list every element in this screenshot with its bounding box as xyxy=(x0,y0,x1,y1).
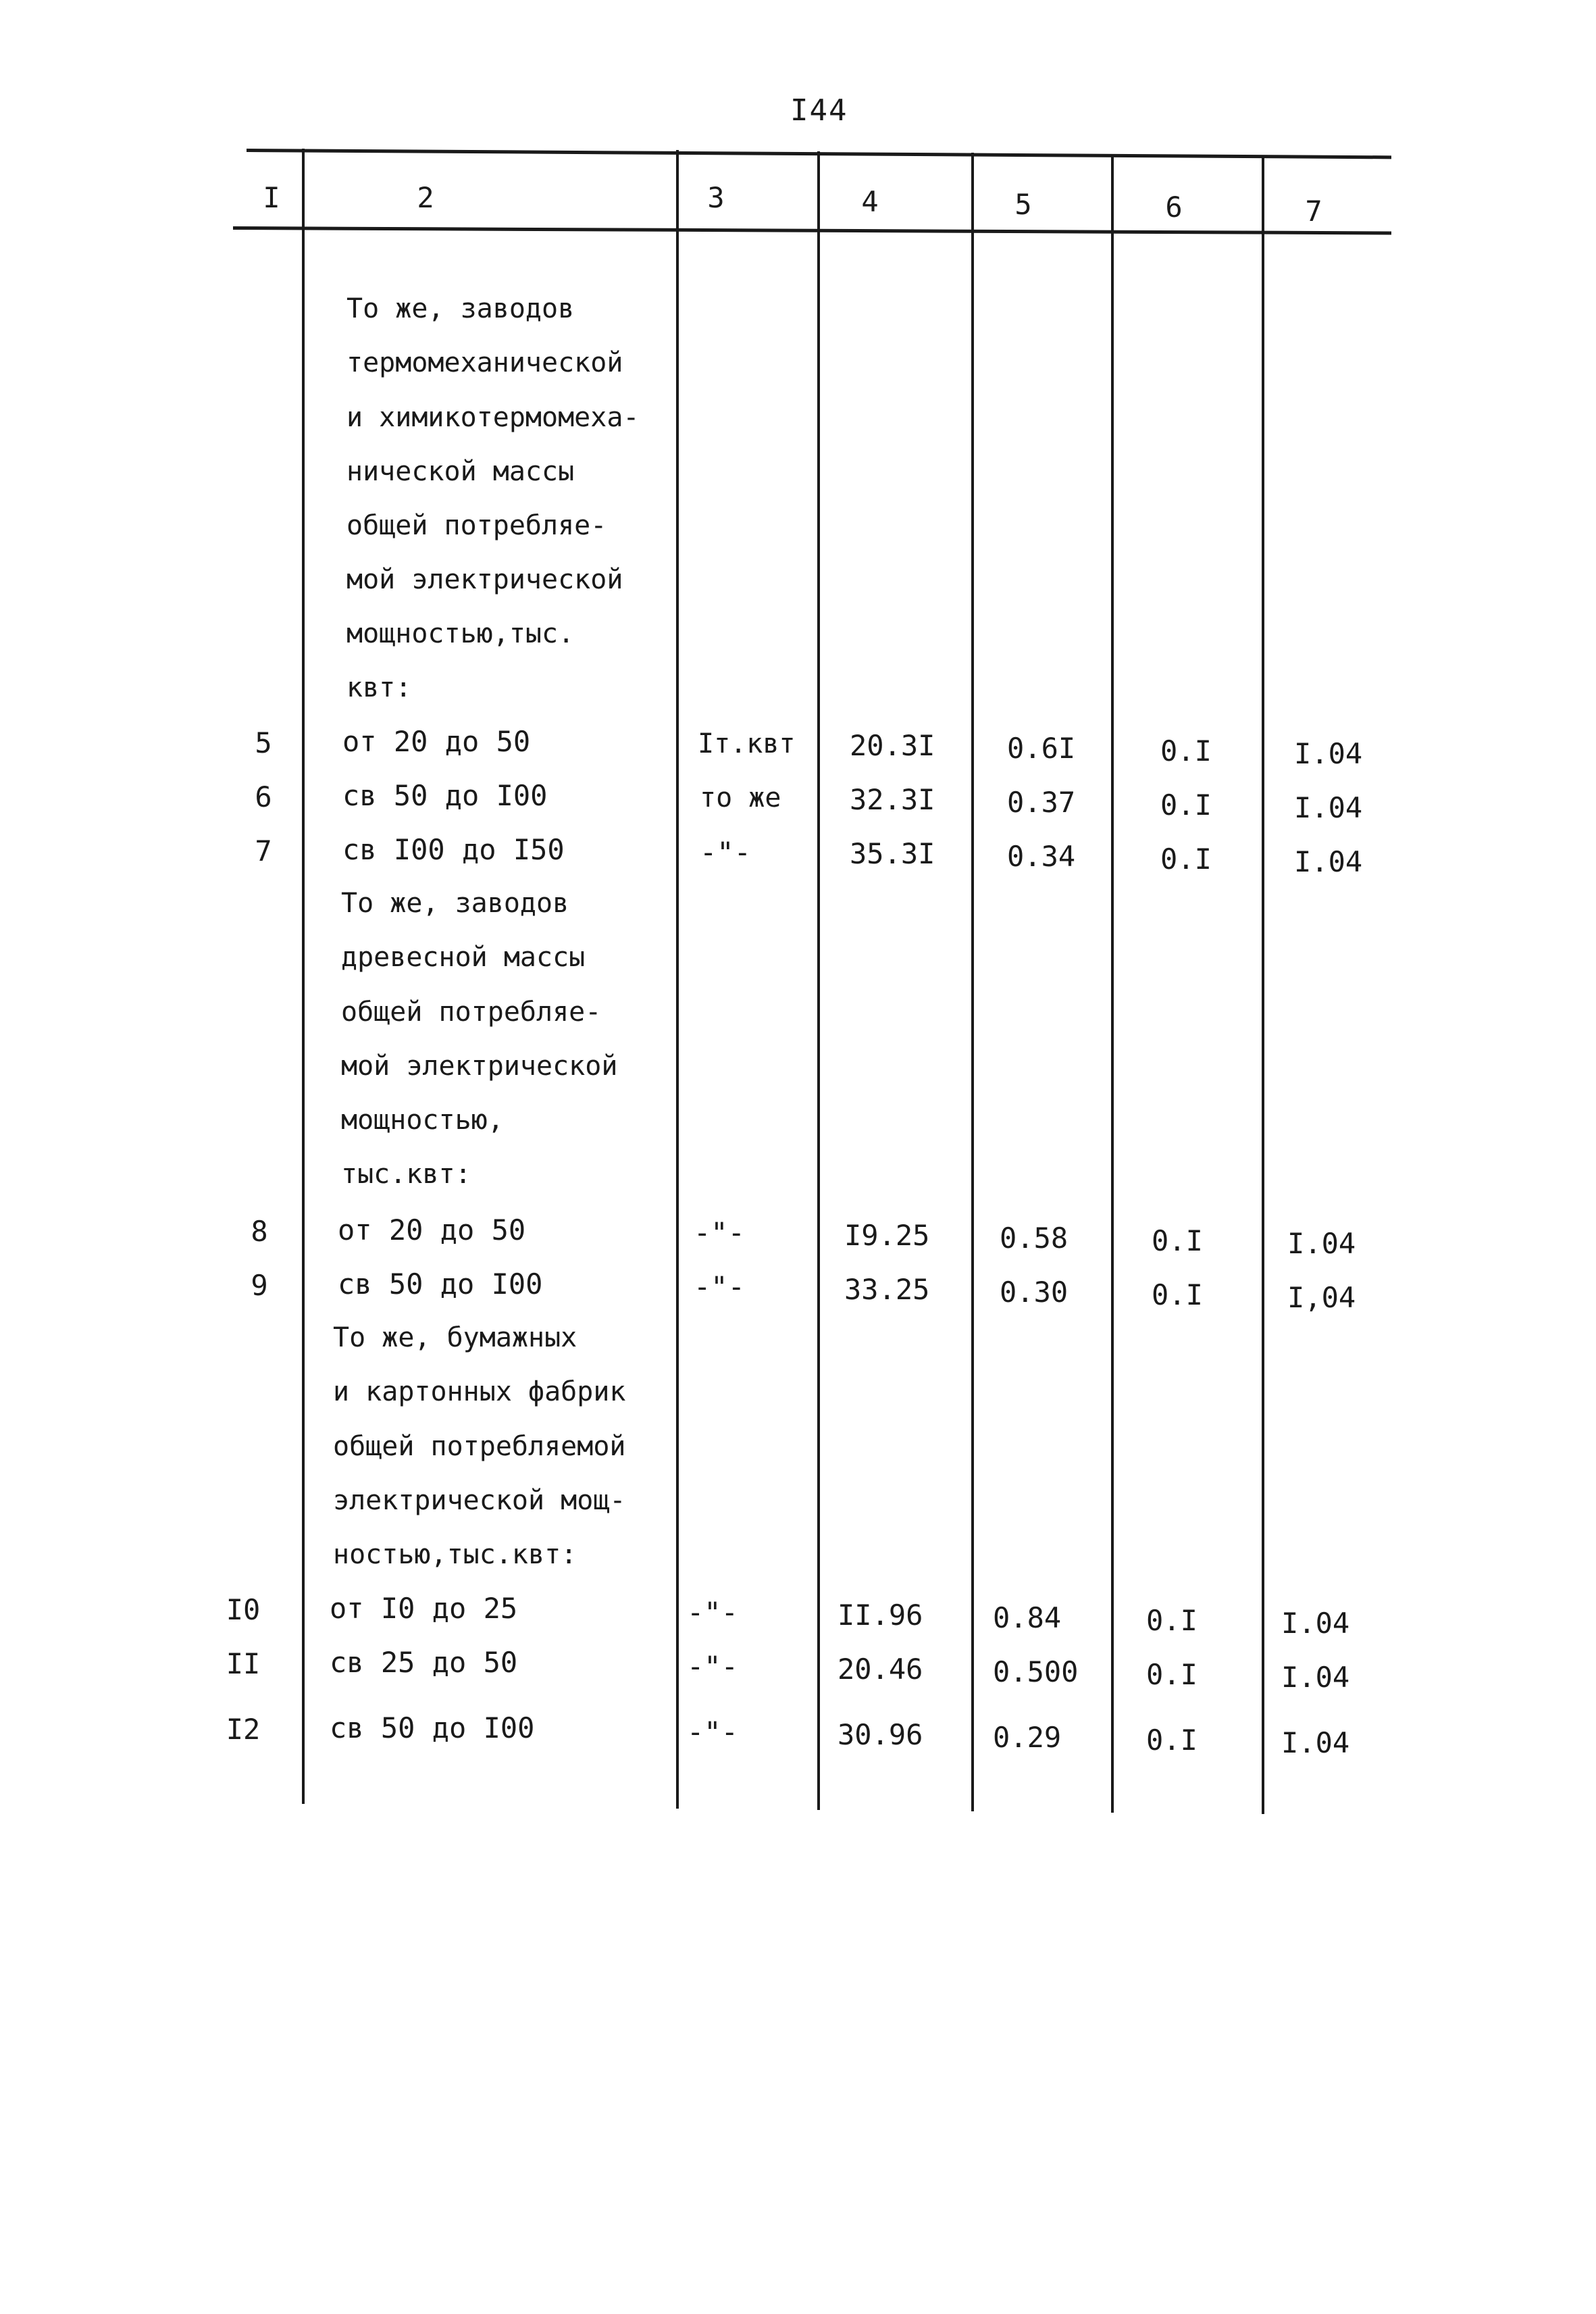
row-range: от 20 до 50 xyxy=(338,1213,526,1247)
row-unit: -"- xyxy=(687,1596,738,1629)
group-description-line: термомеханической xyxy=(346,347,623,378)
row-unit: -"- xyxy=(687,1650,738,1683)
row-col7: I,04 xyxy=(1287,1281,1356,1314)
column-divider xyxy=(1111,154,1114,1813)
row-col7: I.04 xyxy=(1281,1607,1350,1640)
row-col4: 20.3I xyxy=(850,729,935,762)
row-col4: II.96 xyxy=(838,1599,923,1632)
table-header-rule xyxy=(233,226,1391,234)
row-range: от I0 до 25 xyxy=(330,1592,518,1625)
group-description-line: нической массы xyxy=(346,456,575,487)
group-description-line: электрической мощ- xyxy=(333,1485,626,1516)
group-description-line: ностью,тыс.квт: xyxy=(333,1539,577,1570)
row-col5: 0.34 xyxy=(1007,840,1076,873)
row-col6: 0.I xyxy=(1146,1724,1198,1757)
row-unit: -"- xyxy=(694,1270,745,1303)
column-divider xyxy=(1262,155,1264,1814)
group-description-line: То же, заводов xyxy=(341,888,569,919)
row-col6: 0.I xyxy=(1152,1278,1203,1311)
row-col4: 32.3I xyxy=(850,783,935,816)
row-number: I2 xyxy=(226,1713,261,1746)
row-col4: 33.25 xyxy=(844,1273,930,1306)
column-header: 7 xyxy=(1305,195,1322,228)
column-header: 3 xyxy=(707,181,725,214)
row-col6: 0.I xyxy=(1160,734,1212,768)
group-description-line: То же, заводов xyxy=(346,293,575,324)
row-number: 9 xyxy=(251,1269,268,1302)
row-number: II xyxy=(226,1647,261,1680)
row-unit: то же xyxy=(700,782,781,813)
row-col4: 30.96 xyxy=(838,1718,923,1751)
page-number: I44 xyxy=(790,93,848,128)
row-col5: 0.30 xyxy=(1000,1276,1069,1309)
row-col5: 0.37 xyxy=(1007,786,1076,819)
row-unit: -"- xyxy=(700,836,751,869)
row-range: от 20 до 50 xyxy=(342,725,531,758)
column-divider xyxy=(302,149,305,1804)
row-unit: -"- xyxy=(687,1715,738,1749)
group-description-line: То же, бумажных xyxy=(333,1322,577,1353)
row-unit: -"- xyxy=(694,1216,745,1249)
row-range: св 50 до I00 xyxy=(330,1711,535,1744)
row-col5: 0.58 xyxy=(1000,1222,1069,1255)
row-col5: 0.29 xyxy=(993,1721,1062,1754)
group-description-line: мощностью,тыс. xyxy=(346,618,575,649)
group-description-line: общей потребляе- xyxy=(341,997,602,1028)
row-col5: 0.84 xyxy=(993,1601,1062,1634)
row-range: св 25 до 50 xyxy=(330,1646,518,1679)
column-divider xyxy=(817,151,820,1810)
row-col4: 20.46 xyxy=(838,1653,923,1686)
row-number: 8 xyxy=(251,1215,268,1248)
row-col5: 0.500 xyxy=(993,1655,1079,1688)
row-col7: I.04 xyxy=(1287,1227,1356,1260)
column-header: 6 xyxy=(1165,191,1183,224)
row-number: 5 xyxy=(255,726,272,759)
row-col7: I.04 xyxy=(1281,1661,1350,1694)
group-description-line: и картонных фабрик xyxy=(333,1376,626,1407)
column-header: 4 xyxy=(861,185,879,218)
row-col6: 0.I xyxy=(1160,788,1212,822)
group-description-line: мощностью, xyxy=(341,1105,504,1136)
column-divider xyxy=(971,153,974,1811)
row-col7: I.04 xyxy=(1281,1726,1350,1759)
column-header: I xyxy=(263,181,280,214)
column-header: 5 xyxy=(1014,188,1032,221)
group-description-line: квт: xyxy=(346,672,412,703)
row-range: св 50 до I00 xyxy=(338,1267,543,1301)
row-unit: Iт.квт xyxy=(698,728,796,759)
row-col6: 0.I xyxy=(1146,1604,1198,1637)
row-col4: 35.3I xyxy=(850,837,935,870)
row-col6: 0.I xyxy=(1160,842,1212,876)
row-number: 7 xyxy=(255,834,272,867)
row-col7: I.04 xyxy=(1294,791,1363,824)
row-number: 6 xyxy=(255,780,272,813)
group-description-line: мой электрической xyxy=(341,1051,618,1082)
group-description-line: и химикотермомеха- xyxy=(346,402,640,433)
group-description-line: древесной массы xyxy=(341,942,586,973)
row-range: св I00 до I50 xyxy=(342,833,565,866)
group-description-line: общей потребляе- xyxy=(346,510,607,541)
column-divider xyxy=(676,150,679,1809)
row-col7: I.04 xyxy=(1294,737,1363,770)
group-description-line: тыс.квт: xyxy=(341,1159,471,1190)
row-col6: 0.I xyxy=(1152,1224,1203,1257)
group-description-line: общей потребляемой xyxy=(333,1431,626,1462)
row-col6: 0.I xyxy=(1146,1658,1198,1691)
row-range: св 50 до I00 xyxy=(342,779,548,812)
group-description-line: мой электрической xyxy=(346,564,623,595)
row-number: I0 xyxy=(226,1593,261,1626)
column-header: 2 xyxy=(417,181,434,214)
row-col7: I.04 xyxy=(1294,845,1363,878)
row-col4: I9.25 xyxy=(844,1219,930,1252)
row-col5: 0.6I xyxy=(1007,732,1076,765)
